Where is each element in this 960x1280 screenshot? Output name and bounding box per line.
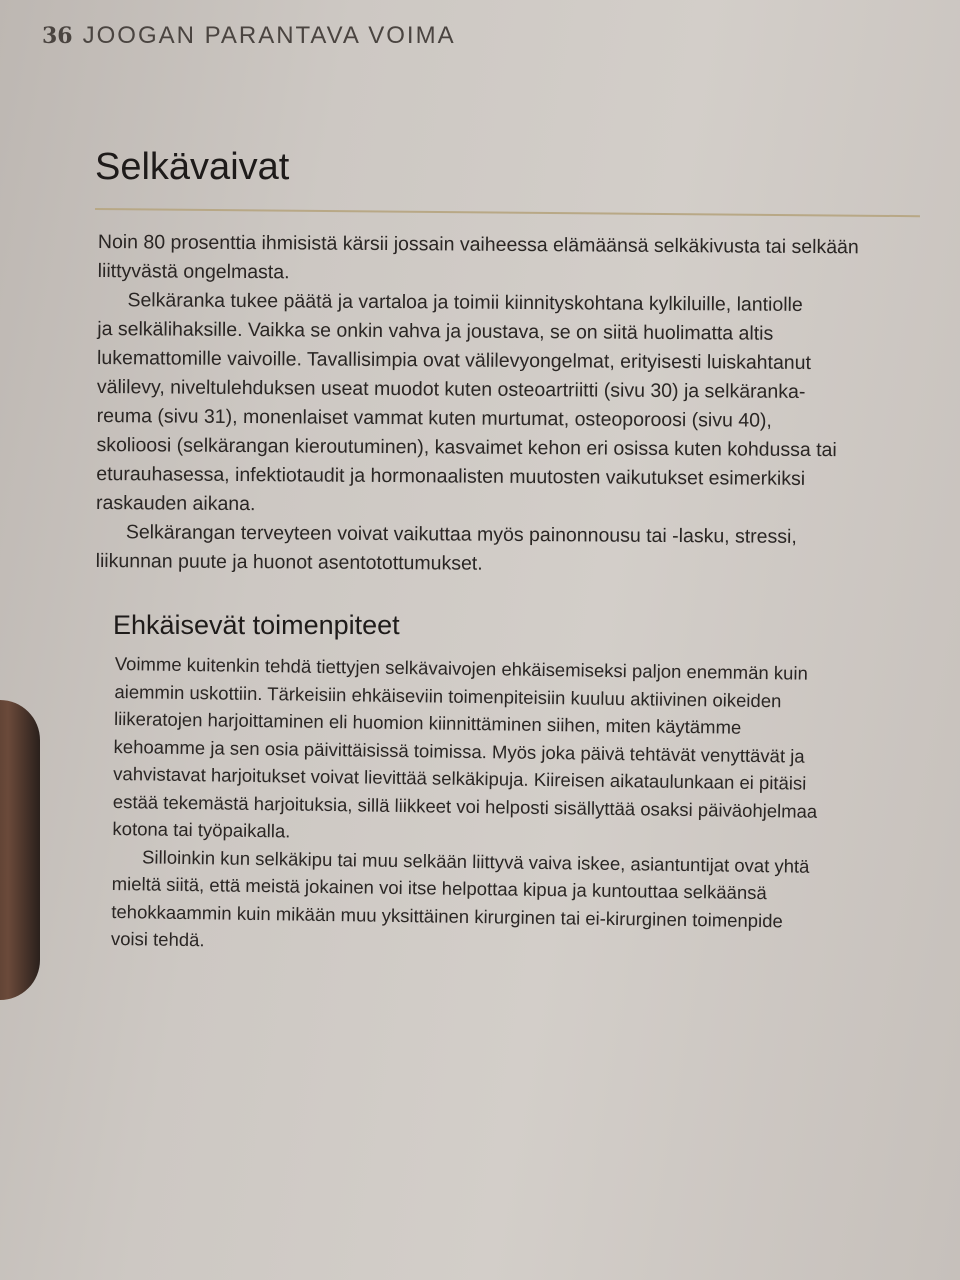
text-line: lukemattomille vaivoille. Tavallisimpia ovat välilevyongelmat, erityisesti luiskahtanut bbox=[97, 346, 812, 374]
text-line: liittyvästä ongelmasta. bbox=[97, 259, 290, 284]
text-line: ja selkälihaksille. Vaikka se onkin vahva ja joustava, se on siitä huolimatta altis bbox=[97, 317, 774, 345]
paragraph bbox=[96, 518, 916, 582]
text-line: mieltä siitä, että meistä jokainen voi itse helpottaa kipua ja kuntouttaa selkäänsä bbox=[111, 872, 767, 904]
text-line: reuma (sivu 31), monenlaiset vammat kuten murtumat, osteoporoosi (sivu 40), bbox=[96, 404, 772, 432]
text-line: Selkäranka tukee päätä ja vartaloa ja toimii kiinnityskohtana kylkiluille, lantiolle bbox=[127, 289, 803, 316]
text-line: Silloinkin kun selkäkipu tai muu selkään liittyvä vaiva iskee, asiantuntijat ovat yhtä bbox=[141, 845, 810, 877]
text-line: voisi tehdä. bbox=[110, 927, 205, 951]
page-number: 36 bbox=[42, 23, 73, 49]
running-title: JOOGAN PARANTAVA VOIMA bbox=[82, 22, 456, 49]
text-line: liikunnan puute ja huonot asentotottumukset. bbox=[95, 549, 483, 575]
subheading: Ehkäisevät toimenpiteet bbox=[113, 610, 400, 640]
text-line: eturauhasessa, infektiotaudit ja hormonaalisten muutosten vaikutukset esimerkiksi bbox=[96, 462, 806, 490]
text-line: aiemmin uskottiin. Tärkeisiin ehkäiseviin toimenpiteisiin kuuluu aktiivinen oikeiden bbox=[114, 680, 782, 711]
chapter-title: Selkävaivat bbox=[95, 146, 290, 188]
title-rule bbox=[95, 208, 920, 217]
text-line: Voimme kuitenkin tehdä tiettyjen selkävaivojen ehkäisemiseksi paljon enemmän kuin bbox=[114, 652, 808, 684]
text-line: vahvistavat harjoitukset voivat lievittää selkäkipuja. Kiireisen aikataulunkaan ei pitäisi bbox=[113, 762, 807, 794]
text-line: Selkärangan terveyteen voivat vaikuttaa myös painonnousu tai -lasku, stressi, bbox=[125, 521, 797, 548]
text-line: tehokkaammin kuin mikään muu yksittäinen kirurginen tai ei-kirurginen toimenpide bbox=[111, 900, 783, 931]
section-2-body bbox=[111, 650, 935, 964]
paragraph bbox=[98, 228, 918, 292]
running-header bbox=[42, 22, 456, 50]
text-line: raskauden aikana. bbox=[96, 491, 256, 516]
text-line: Noin 80 prosenttia ihmisistä kärsii jossain vaiheessa elämäänsä selkäkivusta tai selkään bbox=[97, 230, 859, 259]
text-line: estää tekemästä harjoituksia, sillä liikkeet voi helposti sisällyttää osaksi päiväohjelmaa bbox=[112, 790, 818, 822]
text-line: kotona tai työpaikalla. bbox=[112, 817, 291, 842]
section-1-body bbox=[96, 228, 918, 582]
text-line: välilevy, niveltulehduksen useat muodot kuten osteoartriitti (sivu 30) ja selkäranka- bbox=[96, 375, 806, 403]
text-line: kehoamme ja sen osia päivittäisissä toimissa. Myös joka päivä tehtävät venyttävät ja bbox=[113, 735, 805, 767]
paragraph bbox=[111, 842, 932, 963]
text-line: skolioosi (selkärangan kieroutuminen), kasvaimet kehon eri osissa kuten kohdussa tai bbox=[96, 433, 837, 462]
paragraph bbox=[96, 286, 918, 524]
finger bbox=[0, 700, 40, 1000]
text-line: liikeratojen harjoittaminen eli huomion kiinnittäminen siihen, miten käytämme bbox=[113, 707, 742, 738]
paragraph bbox=[112, 650, 935, 854]
